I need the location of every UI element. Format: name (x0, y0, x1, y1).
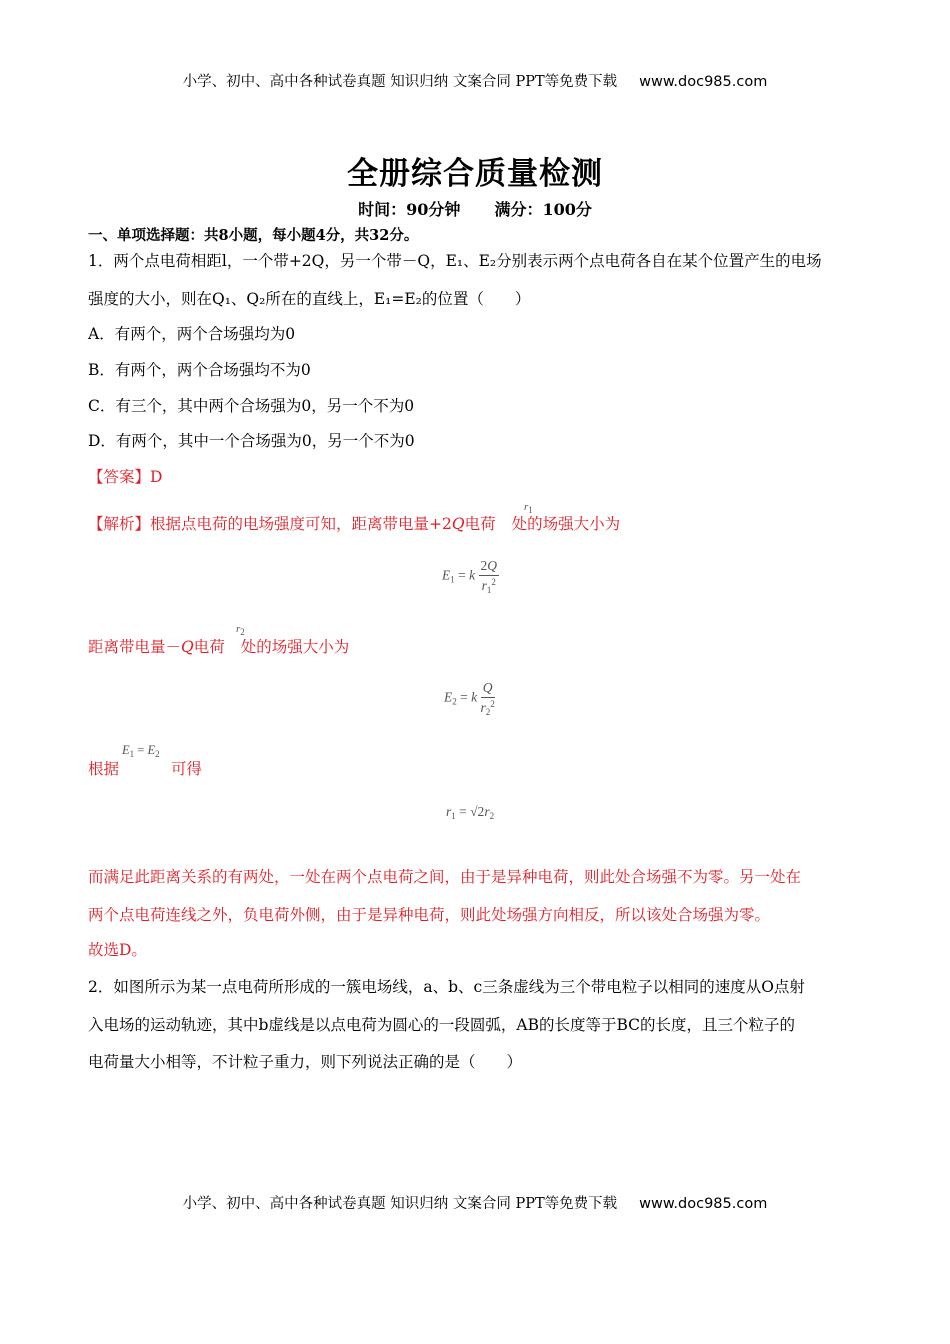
q1-analysis-line3 (88, 757, 202, 779)
analysis-text: 距离带电量－ (88, 638, 182, 656)
answer-label: 【答案】 (88, 468, 151, 486)
exam-time: 时间：90分钟 (358, 200, 461, 219)
q1-analysis-line4: 而满足此距离关系的有两处，一处在两个点电荷之间，由于是异种电荷，则此处合场强不为零。另一处在 (88, 868, 802, 886)
q2-stem-line2: 入电场的运动轨迹，其中b虚线是以点电荷为圆心的一段圆弧，AB的长度等于BC的长度，且三个粒子的 (88, 1016, 796, 1034)
header-text: 小学、初中、高中各种试卷真题 知识归纳 文案合同 PPT等免费下载 (182, 74, 618, 90)
formula-e1: $E_1 = k$ $\frac{2Q}{r_1^2}$ (442, 558, 497, 595)
analysis-text: 处的场强大小为 (511, 515, 621, 533)
symbol-q: Q (181, 638, 194, 656)
formula-e1-fraction: $\frac{2Q}{r_1^2}$ (480, 558, 497, 595)
analysis-text: 根据 (88, 760, 120, 778)
header-url[interactable]: www.doc985.com (639, 74, 768, 90)
footer-url[interactable]: www.doc985.com (639, 1196, 768, 1212)
formula-r1: $r_1 = √2r_2$ (446, 804, 495, 821)
footer-text: 小学、初中、高中各种试卷真题 知识归纳 文案合同 PPT等免费下载 (182, 1196, 618, 1212)
sqrt-two: √2 (470, 804, 485, 819)
analysis-text: 处的场强大小为 (240, 638, 350, 656)
q1-option-a: A．有两个，两个合场强均为0 (88, 325, 296, 343)
exam-info (0, 197, 950, 220)
q1-conclusion: 故选D。 (88, 941, 147, 959)
q1-analysis-line2 (88, 635, 349, 657)
formula-e2: $E_2 = k$ $\frac{Q}{r_2^2}$ (444, 680, 495, 717)
page-title: 全册综合质量检测 (347, 156, 603, 192)
symbol-q: Q (451, 515, 465, 533)
q1-option-b: B．有两个，两个合场强均不为0 (88, 361, 311, 379)
exam-score: 满分：100分 (494, 200, 592, 219)
analysis-text: 可得 (171, 760, 203, 778)
analysis-text: 电荷 (464, 515, 496, 533)
symbol-r2-inline: $r_2$ (236, 623, 245, 637)
q2-stem-line3: 电荷量大小相等，不计粒子重力，则下列说法正确的是（ ） (88, 1053, 523, 1071)
q2-stem-line1: 2．如图所示为某一点电荷所形成的一簇电场线，a、b、c三条虚线为三个带电粒子以相同的速度从O点射 (88, 978, 805, 996)
analysis-label: 【解析】 (88, 515, 151, 533)
q1-stem-line1: 1．两个点电荷相距l，一个带+2Q，另一个带－Q，E₁、E₂分别表示两个点电荷各自在某个位置产生的电场 (88, 252, 822, 270)
symbol-r1-inline: $r_1$ (524, 501, 533, 515)
formula-e2-fraction: $\frac{Q}{r_2^2}$ (480, 680, 495, 717)
q1-answer (88, 465, 162, 487)
section-heading: 一、单项选择题：共8小题，每小题4分，共32分。 (88, 227, 419, 244)
q1-analysis-line1 (88, 512, 620, 534)
q1-analysis-line5: 两个点电荷连线之外，负电荷外侧，由于是异种电荷，则此处场强方向相反，所以该处合场强为零。 (88, 906, 771, 924)
q1-option-d: D．有两个，其中一个合场强为0，另一个不为0 (88, 432, 415, 450)
page-footer (0, 1192, 950, 1213)
answer-value: D (150, 468, 163, 486)
analysis-text: 电荷 (193, 638, 225, 656)
analysis-text: 根据点电荷的电场强度可知，距离带电量+2 (150, 515, 452, 533)
formula-e1-equals-e2: $E_1 = E_2$ (122, 743, 160, 759)
q1-stem-line2: 强度的大小，则在Q₁、Q₂所在的直线上，E₁=E₂的位置（ ） (88, 290, 531, 308)
q1-option-c: C．有三个，其中两个合场强为0，另一个不为0 (88, 397, 415, 415)
page-header (0, 70, 950, 91)
